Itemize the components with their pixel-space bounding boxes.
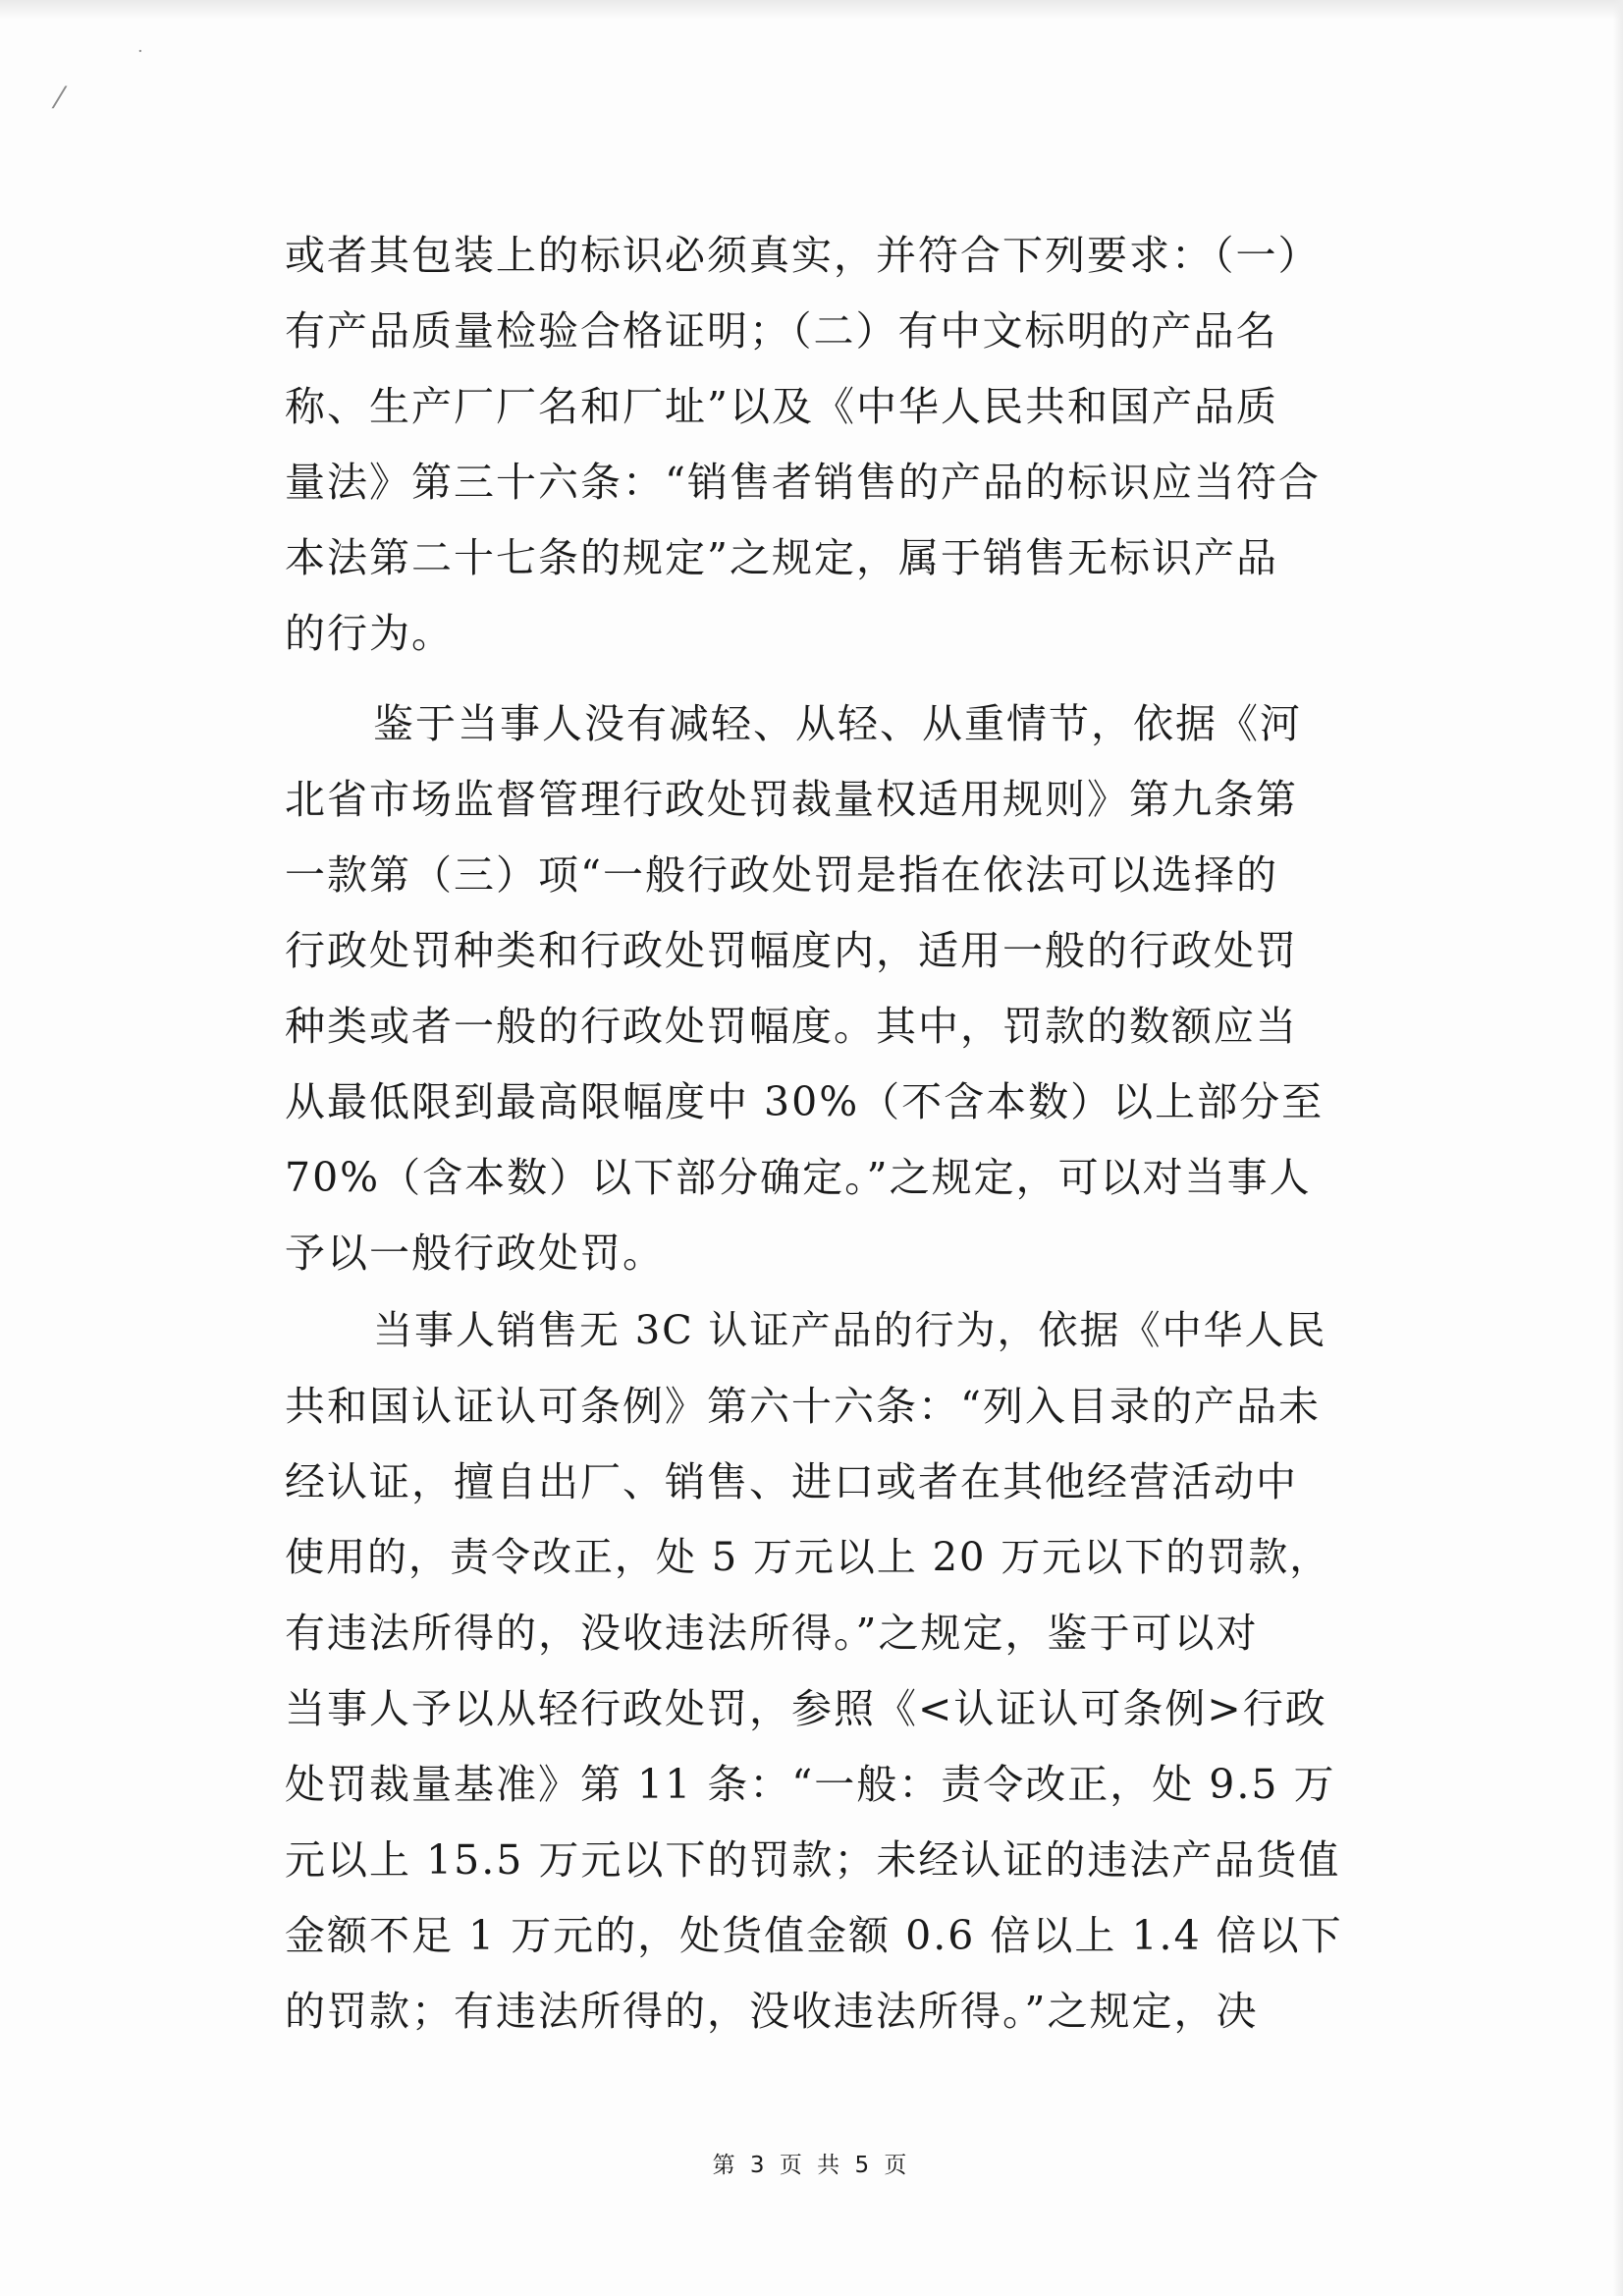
text-line: 本法第二十七条的规定”之规定，属于销售无标识产品 [285, 534, 1278, 581]
text-line: 使用的，责令改正，处 5 万元以上 20 万元以下的罚款， [285, 1535, 1331, 1580]
text-line: 一款第（三）项“一般行政处罚是指在依法可以选择的 [285, 851, 1278, 899]
text-line: 称、生产厂厂名和厂址”以及《中华人民共和国产品质 [285, 383, 1278, 430]
text-line: 经认证，擅自出厂、销售、进口或者在其他经营活动中 [285, 1458, 1298, 1505]
text-line: 共和国认证认可条例》第六十六条：“列入目录的产品未 [285, 1383, 1321, 1430]
scan-speck: · [137, 41, 143, 62]
text-line: 或者其包装上的标识必须真实，并符合下列要求：（一） [285, 232, 1321, 279]
text-line: 处罚裁量基准》第 11 条：“一般：责令改正，处 9.5 万 [285, 1761, 1336, 1808]
text-line: 量法》第三十六条：“销售者销售的产品的标识应当符合 [285, 459, 1321, 506]
text-line: 从最低限到最高限幅度中 30%（不含本数）以上部分至 [285, 1078, 1325, 1125]
paragraph-start-line: 鉴于当事人没有减轻、从轻、从重情节，依据《河 [373, 700, 1302, 747]
text-line: 予以一般行政处罚。 [285, 1230, 665, 1277]
text-line: 当事人予以从轻行政处罚，参照《<认证认可条例>行政 [285, 1685, 1327, 1732]
text-line: 70%（含本数）以下部分确定。”之规定，可以对当事人 [285, 1154, 1312, 1201]
text-line: 行政处罚种类和行政处罚幅度内，适用一般的行政处罚 [285, 927, 1298, 974]
text-line: 北省市场监督管理行政处罚裁量权适用规则》第九条第 [285, 776, 1298, 823]
text-line: 元以上 15.5 万元以下的罚款；未经认证的违法产品货值 [285, 1836, 1341, 1884]
text-line: 有产品质量检验合格证明；（二）有中文标明的产品名 [285, 307, 1278, 355]
text-line: 的行为。 [285, 610, 454, 657]
scan-mark: ⁄ [57, 82, 63, 116]
text-line: 的罚款；有违法所得的，没收违法所得。”之规定，决 [285, 1988, 1259, 2035]
text-line: 种类或者一般的行政处罚幅度。其中，罚款的数额应当 [285, 1003, 1298, 1050]
page-number-footer: 第 3 页 共 5 页 [712, 2153, 911, 2178]
paragraph-start-line: 当事人销售无 3C 认证产品的行为，依据《中华人民 [373, 1308, 1327, 1353]
text-line: 有违法所得的，没收违法所得。”之规定，鉴于可以对 [285, 1610, 1259, 1657]
text-line: 金额不足 1 万元的，处货值金额 0.6 倍以上 1.4 倍以下 [285, 1912, 1343, 1959]
